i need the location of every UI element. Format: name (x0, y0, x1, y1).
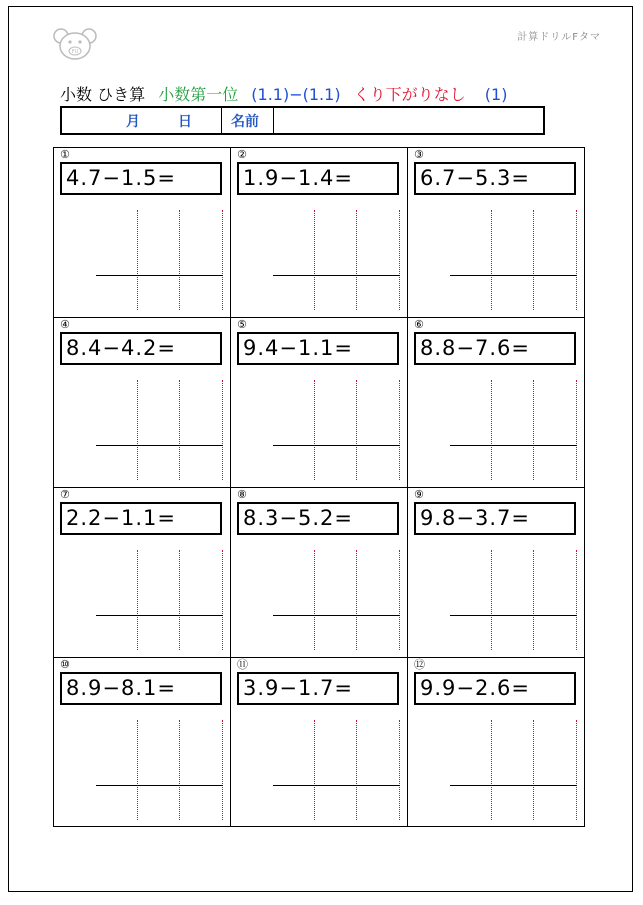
answer-area[interactable] (273, 790, 400, 820)
month-label: 月 (126, 113, 140, 130)
problem-cell (408, 658, 584, 826)
brand-label: 計算ドリルFタマ (517, 32, 601, 43)
problem-cell (408, 148, 584, 318)
answer-line (273, 615, 400, 616)
answer-line (450, 275, 577, 276)
bear-face-icon (52, 27, 98, 61)
name-label: 名前 (222, 108, 274, 133)
problem-expression: 9.9−2.6= (414, 672, 576, 705)
name-date-table (60, 106, 545, 135)
answer-area[interactable] (450, 450, 577, 480)
problem-cell (54, 488, 231, 658)
problem-number: ⑩ (60, 658, 70, 671)
answer-line (96, 445, 223, 446)
problem-cell (408, 488, 584, 658)
answer-area[interactable] (273, 280, 400, 310)
answer-area[interactable] (96, 450, 223, 480)
answer-area[interactable] (273, 450, 400, 480)
answer-area[interactable] (96, 280, 223, 310)
answer-line (273, 785, 400, 786)
problem-number: ⑥ (414, 318, 424, 331)
problem-number: ① (60, 148, 70, 161)
answer-line (96, 615, 223, 616)
problem-cell (231, 658, 408, 826)
problem-expression: 1.9−1.4= (237, 162, 399, 195)
problem-cell (54, 318, 231, 488)
problem-number: ⑦ (60, 488, 70, 501)
problem-cell (231, 488, 408, 658)
problem-cell (54, 148, 231, 318)
title-green: 小数第一位 (158, 85, 239, 104)
name-input[interactable] (274, 108, 543, 133)
answer-line (450, 445, 577, 446)
problem-number: ⑪ (237, 658, 248, 671)
answer-line (96, 785, 223, 786)
problem-expression: 9.8−3.7= (414, 502, 576, 535)
answer-line (450, 785, 577, 786)
answer-area[interactable] (450, 280, 577, 310)
problem-cell (231, 318, 408, 488)
title-main: 小数 ひき算 (60, 85, 146, 104)
answer-area[interactable] (273, 620, 400, 650)
problem-expression: 8.8−7.6= (414, 332, 576, 365)
problem-expression: 3.9−1.7= (237, 672, 399, 705)
worksheet-title (60, 82, 620, 104)
problem-number: ④ (60, 318, 70, 331)
problem-expression: 6.7−5.3= (414, 162, 576, 195)
answer-area[interactable] (96, 620, 223, 650)
problem-number: ⑫ (414, 658, 425, 671)
answer-area[interactable] (450, 620, 577, 650)
date-field[interactable] (62, 108, 222, 133)
problem-cell (54, 658, 231, 826)
problem-expression: 4.7−1.5= (60, 162, 222, 195)
problem-number: ⑧ (237, 488, 247, 501)
problem-number: ⑨ (414, 488, 424, 501)
problem-expression: 8.3−5.2= (237, 502, 399, 535)
answer-line (273, 275, 400, 276)
problem-expression: 8.9−8.1= (60, 672, 222, 705)
answer-area[interactable] (450, 790, 577, 820)
answer-area[interactable] (96, 790, 223, 820)
answer-line (450, 615, 577, 616)
problem-expression: 8.4−4.2= (60, 332, 222, 365)
problem-expression: 9.4−1.1= (237, 332, 399, 365)
title-blue: (1.1)−(1.1) (251, 85, 341, 104)
title-number: (1) (484, 85, 508, 104)
problem-number: ② (237, 148, 247, 161)
problem-grid (53, 147, 585, 827)
logo-text: FU (71, 49, 79, 55)
problem-cell (231, 148, 408, 318)
problem-number: ⑤ (237, 318, 247, 331)
day-label: 日 (178, 113, 192, 130)
problem-number: ③ (414, 148, 424, 161)
problem-expression: 2.2−1.1= (60, 502, 222, 535)
answer-line (273, 445, 400, 446)
answer-line (96, 275, 223, 276)
title-red: くり下がりなし (353, 85, 466, 104)
problem-cell (408, 318, 584, 488)
